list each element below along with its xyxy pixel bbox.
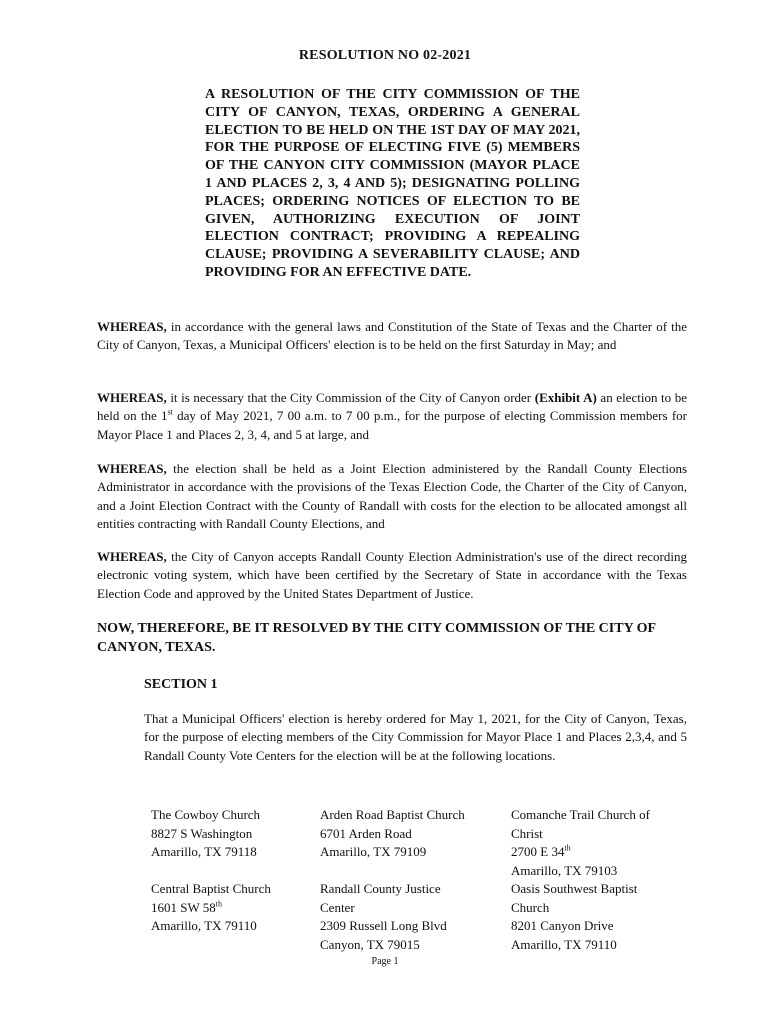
whereas-paragraph-3 [97,460,687,533]
location-line: Comanche Trail Church of [511,807,651,822]
location-central-baptist [151,880,271,936]
location-line: Christ [511,825,543,841]
resolution-title: A RESOLUTION OF THE CITY COMMISSION OF THE CITY OF CANYON, TEXAS, ORDERING A GENERAL ELECTION TO BE HELD ON THE 1ST DAY OF MAY 2021, FOR THE PURPOSE OF ELECTING FIVE (5) MEMBERS OF THE CANYON CITY COMMISSION (MAYOR PLACE 1 AND PLACES 2, 3, 4 AND 5); DESIGNATING POLLING PLACES; ORDERING NOTICES OF ELECTION TO BE GIVEN, AUTHORIZING EXECUTION OF JOINT ELECTION CONTRACT; PROVIDING A REPEALING CLAUSE; PROVIDING A SEVERABILITY CLAUSE; AND PROVIDING FOR AN EFFECTIVE DATE. [205,87,580,280]
location-arden-road [320,806,465,862]
whereas-text: the City of Canyon accepts Randall County Election Administration's use of the direct recording electronic voting system, which have been certified by the Secretary of State in accordance with the Texas Election Code and approved by the United States Department of Justice. [97,549,687,601]
location-line [511,843,650,862]
resolved-clause: NOW, THEREFORE, BE IT RESOLVED BY THE CITY COMMISSION OF THE CITY OF CANYON, TEXAS. [97,621,656,655]
location-line [151,899,271,918]
location-line: Randall County Justice [320,881,441,896]
location-line: Church [511,899,550,915]
whereas-text: in accordance with the general laws and Constitution of the State of Texas and the Charter of the City of Canyon, Texas, a Municipal Officers' election is to be held on the first Saturday in May; and [97,319,688,353]
location-line: Amarillo, TX 79118 [151,844,257,860]
location-line: Canyon, TX 79015 [320,936,420,952]
whereas-text: an election to be held on the 1 [97,390,688,424]
address-text: 2700 E 34th [511,843,571,860]
location-line: Amarillo, TX 79110 [151,918,257,934]
page-number: Page 1 [371,956,399,967]
address-text: 1601 SW 58th [151,899,222,915]
location-line: Oasis Southwest Baptist [511,881,638,896]
location-line: Center [320,899,355,915]
location-comanche-trail [511,806,650,880]
location-line: Central Baptist Church [151,881,271,896]
section-heading: SECTION 1 [144,677,218,692]
location-line: Amarillo, TX 79110 [511,936,617,952]
whereas-paragraph-1 [97,318,687,355]
location-oasis-southwest [511,880,637,954]
whereas-lead: WHEREAS, [97,319,167,334]
whereas-text: the election shall be held as a Joint Election administered by the Randall County Elections Administrator in accordance with the provisions of the Texas Election Code, the Charter of the City of Canyon, and a Joint Election Contract with the County of Randall with costs for the election to be allocated amongst all entities contracting with Randall County Elections, and [97,461,687,531]
exhibit-reference: (Exhibit A) [534,390,597,405]
whereas-lead: WHEREAS, [97,390,167,405]
whereas-paragraph-2 [97,389,687,444]
location-cowboy-church [151,806,260,862]
location-line: 8201 Canyon Drive [511,918,614,934]
whereas-lead: WHEREAS, [97,549,167,564]
location-line: 6701 Arden Road [320,825,412,841]
ordinal-suffix: st [167,407,173,417]
whereas-text: it is necessary that the City Commission of the City of Canyon order [170,390,535,405]
location-line: Amarillo, TX 79103 [511,862,618,878]
location-line: The Cowboy Church [151,807,261,822]
location-line: 8827 S Washington [151,825,253,841]
resolution-number: RESOLUTION NO 02-2021 [298,48,472,63]
whereas-paragraph-4 [97,548,687,603]
ordinal-suffix: th [215,899,222,909]
whereas-text: day of May 2021, 7 00 a.m. to 7 00 p.m., for the purpose of electing Commission members for Mayor Place 1 and Places 2, 3, 4, and 5 at large, and [97,408,687,442]
location-randall-county-justice [320,880,447,954]
location-line: Arden Road Baptist Church [320,807,465,822]
whereas-lead: WHEREAS, [97,461,167,476]
section-body: That a Municipal Officers' election is hereby ordered for May 1, 2021, for the City of Canyon, Texas, for the purpose of electing members of the City Commission for Mayor Place 1 and Places 2,3,4, and 5 Randall County Vote Centers for the election will be at the following locations. [144,711,687,763]
location-line: Amarillo, TX 79109 [320,844,427,860]
ordinal-suffix: th [564,843,571,853]
location-line: 2309 Russell Long Blvd [320,918,447,934]
